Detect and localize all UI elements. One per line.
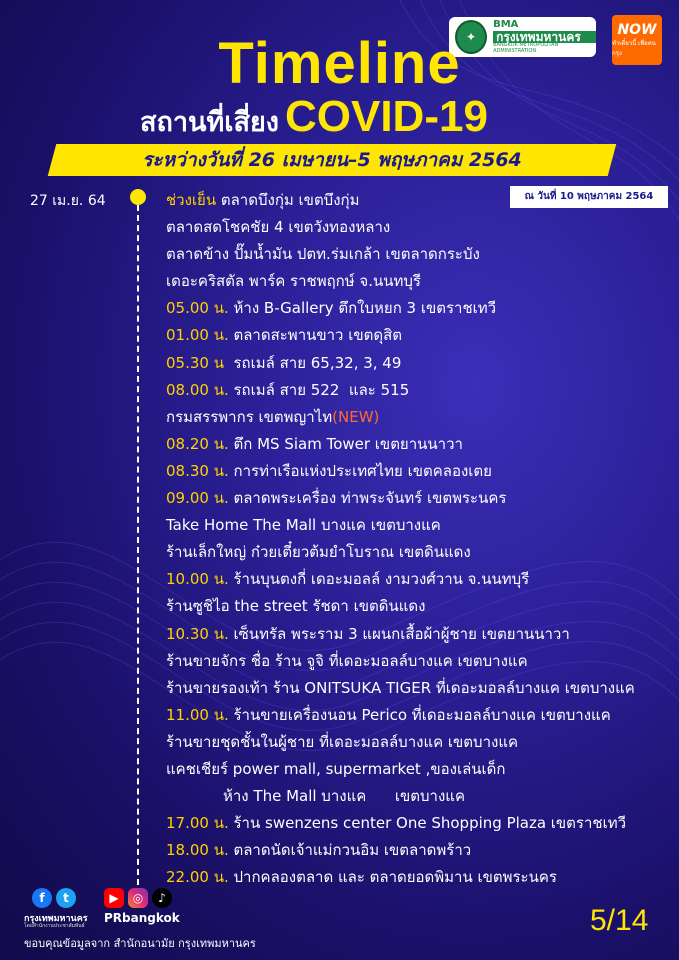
timeline-entry	[166, 458, 676, 485]
timeline-entry	[166, 512, 676, 539]
as-of-badge: ณ วันที่ 10 พฤษภาคม 2564	[510, 186, 668, 208]
entry-time: 08.00 น.	[166, 380, 229, 399]
timeline-entry	[166, 485, 676, 512]
now-label: NOW	[617, 22, 657, 38]
entry-time: 17.00 น.	[166, 814, 229, 833]
entry-text: ร้านซูชิไอ the street รัชดา เขตดินแดง	[166, 597, 426, 616]
timeline-entry	[166, 295, 676, 322]
entry-text: ร้านบุนตงกี่ เดอะมอลล์ งามวงศ์วาน จ.นนทบุรี	[228, 570, 530, 589]
entry-time: 08.30 น.	[166, 461, 229, 480]
timeline-entry	[166, 566, 676, 593]
subtitle	[140, 92, 488, 143]
entry-text: ตลาดข้าง ปั๊มน้ำมัน ปตท.ร่มเกล้า เขตลาดกระบัง	[166, 245, 480, 264]
entry-text: ร้านเล็กใหญ่ ก๋วยเตี๋ยวต้มยำโบราณ เขตดินแดง	[166, 543, 471, 562]
subtitle-covid: COVID-19	[284, 92, 488, 141]
tiktok-icon[interactable]: ♪	[152, 888, 172, 908]
entry-text: ตลาดบึงกุ่ม เขตบึงกุ่ม	[216, 191, 360, 209]
bma-short: BMA	[493, 19, 519, 31]
timeline-entry	[166, 322, 676, 349]
timeline-entry	[166, 350, 676, 377]
bma-thai: กรุงเทพมหานคร	[493, 31, 596, 44]
footer-org: กรุงเทพมหานคร	[24, 914, 88, 924]
timeline-entry	[166, 702, 676, 729]
entry-time: 01.00 น.	[166, 326, 229, 345]
timeline-entry	[166, 648, 676, 675]
entry-time: 10.30 น.	[166, 624, 229, 643]
timeline-entry	[166, 864, 676, 891]
entry-text: แคชเชียร์ power mall, supermarket ,ของเล่นเด็ก	[166, 759, 506, 778]
timeline-entry	[166, 593, 676, 620]
timeline-entry	[166, 214, 676, 241]
entry-text: รถเมล์ สาย 65,32, 3, 49	[223, 353, 402, 372]
timeline-dot-icon	[130, 189, 146, 205]
entry-text: เดอะคริสตัล พาร์ค ราชพฤกษ์ จ.นนทบุรี	[166, 272, 421, 291]
timeline-entry	[166, 431, 676, 458]
date-range-text: ระหว่างวันที่ 26 เมษายน–5 พฤษภาคม 2564	[142, 149, 522, 171]
entry-text: ตลาดนัดเจ้าแม่กวนอิม เขตลาดพร้าว	[228, 841, 472, 860]
timeline-line	[137, 205, 139, 885]
entry-text: กรมสรรพากร เขตพญาไท	[166, 407, 333, 426]
bma-english: BANGKOK METROPOLITAN ADMINISTRATION	[493, 42, 559, 54]
new-badge: (NEW)	[332, 407, 380, 426]
entry-text: ตลาดพระเครื่อง ท่าพระจันทร์ เขตพระนคร	[228, 489, 507, 508]
entry-text: ร้านขายจักร ชื่อ ร้าน จูจิ ที่เดอะมอลล์บางแค เขตบางแค	[166, 651, 528, 670]
timeline-entry	[166, 241, 676, 268]
timeline-entries	[166, 187, 676, 891]
social-icons-left	[32, 888, 76, 908]
timeline-entry	[166, 404, 676, 431]
entry-time: ช่วงเย็น	[166, 191, 217, 209]
timeline-entry	[166, 675, 676, 702]
page-title: Timeline	[218, 31, 461, 96]
entry-time: 05.00 น.	[166, 299, 229, 318]
timeline-entry	[166, 837, 676, 864]
entry-time: 22.00 น.	[166, 868, 229, 887]
timeline-entry	[166, 810, 676, 837]
entry-text: ร้านขายเครื่องนอน Perico ที่เดอะมอลล์บางแค เขตบางแค	[228, 705, 611, 724]
facebook-icon[interactable]: f	[32, 888, 52, 908]
entry-text: เซ็นทรัล พระราม 3 แผนกเสื้อผ้าผู้ชาย เขตยานนาวา	[228, 624, 570, 643]
timeline-entry	[166, 621, 676, 648]
entry-time: 08.20 น.	[166, 434, 229, 453]
timeline-entry	[166, 377, 676, 404]
footer-credit: ขอบคุณข้อมูลจาก สำนักอนามัย กรุงเทพมหานคร	[24, 937, 256, 950]
entry-text: ห้าง The Mall บางแค เขตบางแค	[223, 787, 465, 806]
subtitle-thai: สถานที่เสี่ยง	[140, 107, 279, 138]
entry-text: ร้าน swenzens center One Shopping Plaza เขตราชเทวี	[228, 814, 627, 833]
entry-text: ร้านขายรองเท้า ร้าน ONITSUKA TIGER ที่เดอะมอลล์บางแค เขตบางแค	[166, 678, 635, 697]
instagram-icon[interactable]: ◎	[128, 888, 148, 908]
timeline-entry	[166, 539, 676, 566]
entry-text: ร้านขายชุดชั้นในผู้ชาย ที่เดอะมอลล์บางแค เขตบางแค	[166, 732, 519, 751]
entry-text: การท่าเรือแห่งประเทศไทย เขตคลองเตย	[228, 461, 492, 480]
now-sub: ทำเดี๋ยวนี้ เพื่อคนกรุง	[612, 40, 656, 57]
entry-text: Take Home The Mall บางแค เขตบางแค	[166, 516, 441, 535]
timeline-entry	[166, 756, 676, 783]
entry-time: 09.00 น.	[166, 489, 229, 508]
entry-text: ปากคลองตลาด และ ตลาดยอดพิมาน เขตพระนคร	[228, 868, 557, 887]
page-number: 5/14	[590, 904, 649, 937]
entry-time: 10.00 น.	[166, 570, 229, 589]
entry-text: ห้าง B-Gallery ตึกใบหยก 3 เขตราชเทวี	[228, 299, 497, 318]
entry-text: รถเมล์ สาย 522 และ 515	[228, 380, 410, 399]
entry-time: 05.30 น	[166, 353, 224, 372]
timeline-entry	[166, 729, 676, 756]
footer-handle: PRbangkok	[104, 911, 180, 925]
timeline-entry	[166, 187, 676, 214]
social-icons-right	[104, 888, 172, 908]
entry-time: 11.00 น.	[166, 705, 229, 724]
twitter-icon[interactable]: t	[56, 888, 76, 908]
entry-time: 18.00 น.	[166, 841, 229, 860]
entry-text: ตลาดสะพานขาว เขตดุสิต	[228, 326, 403, 345]
timeline-date: 27 เม.ย. 64	[30, 193, 106, 209]
timeline-entry	[166, 268, 676, 295]
timeline-entry	[166, 783, 676, 810]
entry-text: ตึก MS Siam Tower เขตยานนาวา	[228, 434, 463, 453]
bma-seal-icon: ✦	[455, 20, 487, 54]
entry-text: ตลาดสดโชคชัย 4 เขตวังทองหลาง	[166, 218, 391, 237]
youtube-icon[interactable]: ▶	[104, 888, 124, 908]
footer-org-sub: โดยสำนักงานประชาสัมพันธ์	[24, 923, 85, 929]
